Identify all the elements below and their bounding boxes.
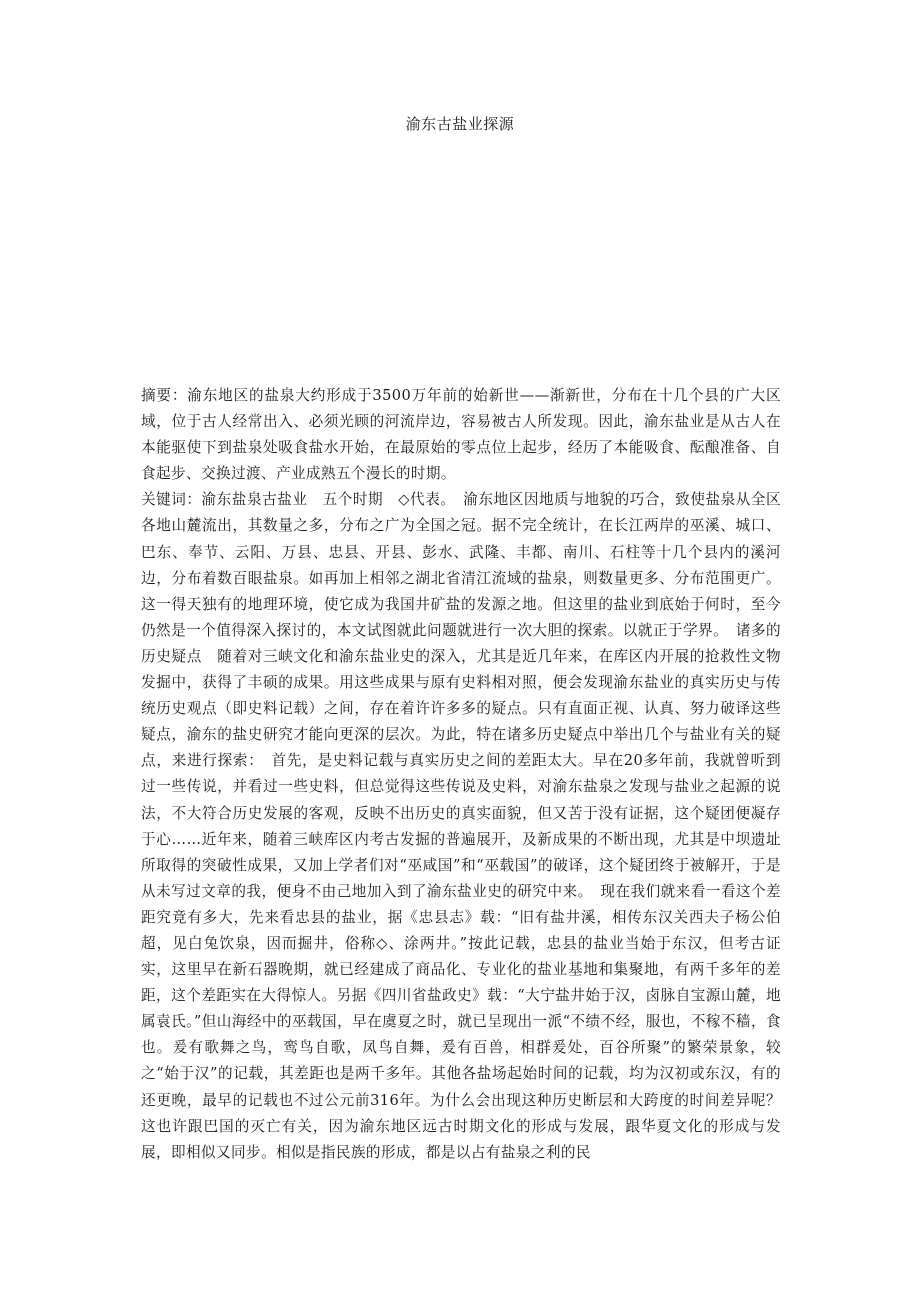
abstract-paragraph: 摘要：渝东地区的盐泉大约形成于3500万年前的始新世——渐新世，分布在十几个县的广大区域，位于古人经常出入、必须光顾的河流岸边，容易被古人所发现。因此，渝东盐业是从古人在本能驱使下到盐泉处吸食盐水开始，在最原始的零点位上起步，经历了本能吸食、酝酿准备、自食起步、交换过渡、产业成熟五个漫长的时期。 — [141, 387, 781, 483]
document-title: 渝东古盐业探源 — [405, 115, 515, 133]
keywords-and-body-paragraph: 关键词：渝东盐泉古盐业 五个时期 ◇代表。 渝东地区因地质与地貌的巧合，致使盐泉从全区各地山麓流出，其数量之多，分布之广为全国之冠。据不完全统计，在长江两岸的巫溪、城口、巴东、奉节、云阳、万县、忠县、开县、彭水、武隆、丰都、南川、石柱等十几个县内的溪河边，分布着数百眼盐泉。如再加上相邻之湖北省清江流域的盐泉，则数量更多、分布范围更广。这一得天独有的地理环境，使它成为我国井矿盐的发源之地。但这里的盐业到底始于何时，至今仍然是一个值得深入探讨的，本文试图就此问题就进行一次大胆的探索。以就正于学界。 诸多的历史疑点 随着对三峡文化和渝东盐业史的深入，尤其是近几年来，在库区内开展的抢救性文物发掘中，获得了丰硕的成果。用这些成果与原有史料相对照，便会发现渝东盐业的真实历史与传统历史观点（即史料记载）之间，存在着许许多多的疑点。只有直面正视、认真、努力破译这些疑点，渝东的盐史研究才能向更深的层次。为此，特在诸多历史疑点中举出几个与盐业有关的疑点，来进行探索： 首先，是史料记载与真实历史之间的差距太大。早在20多年前，我就曾听到过一些传说，并看过一些史料，但总觉得这些传说及史料，对渝东盐泉之发现与盐业之起源的说法，不大符合历史发展的客观，反映不出历史的真实面貌，但又苦于没有证据，这个疑团便凝存于心……近年来，随着三峡库区内考古发掘的普遍展开，及新成果的不断出现，尤其是中坝遗址所取得的突破性成果，又加上学者们对“巫咸国”和“巫载国”的破译，这个疑团终于被解开，于是从未写过文章的我，便身不由己地加入到了渝东盐业史的研究中来。 现在我们就来看一看这个差距究竟有多大，先来看忠县的盐业，据《忠县志》载：“旧有盐井溪，相传东汉关西夫子杨公伯超，见白兔饮泉，因而掘井，俗称◇、涂两井。”按此记载，忠县的盐业当始于东汉，但考古证实，这里早在新石器晚期，就已经建成了商品化、专业化的盐业基地和集聚地，有两千多年的差距，这个差距实在大得惊人。另据《四川省盐政史》载：“大宁盐井始于汉，卤脉自宝源山麓，地属袁氏。”但山海经中的巫载国，早在虞夏之时，就已呈现出一派“不绩不经，服也，不稼不穑，食也。爰有歌舞之鸟，鸾鸟自歌，凤鸟自舞，爰有百兽，相群爰处，百谷所聚”的繁荣景象，较之“始于汉”的记载，其差距也是两千多年。其他各盐场起始时间的记载，均为汉初或东汉，有的还更晚，最早的记载也不过公元前316年。为什么会出现这种历史断层和大跨度的时间差异呢？这也许跟巴国的灭亡有关，因为渝东地区远古时期文化的形成与发展，跟华夏文化的形成与发展，即相似又同步。相似是指民族的形成，都是以占有盐泉之利的民 — [141, 491, 781, 1161]
document-body — [141, 383, 781, 1166]
